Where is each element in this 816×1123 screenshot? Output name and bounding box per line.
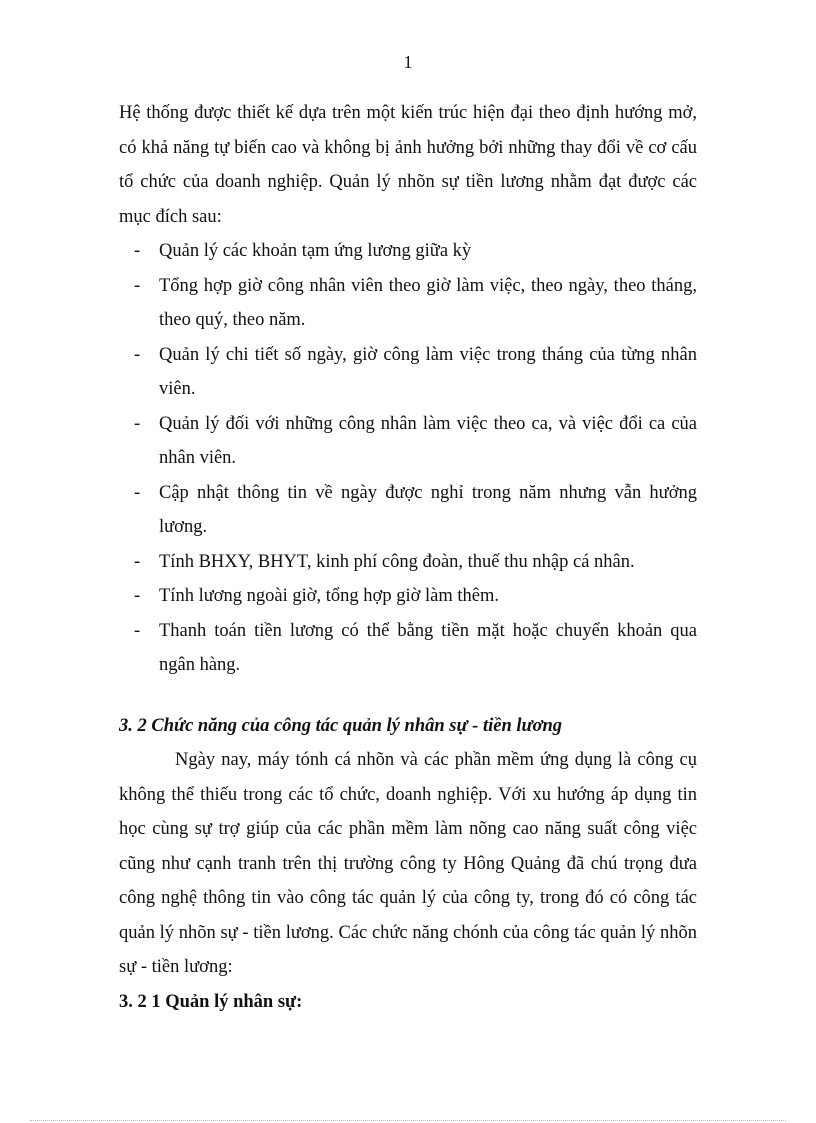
bullet-dash: - bbox=[134, 482, 141, 503]
list-item-text: Thanh toán tiền lương có thể bằng tiền mặt hoặc chuyển khoản qua ngân hàng. bbox=[159, 620, 697, 675]
list-item bbox=[119, 407, 697, 476]
bullet-dash: - bbox=[134, 344, 141, 365]
list-item-text: Tính lương ngoài giờ, tổng hợp giờ làm thêm. bbox=[159, 586, 499, 606]
list-item bbox=[119, 338, 697, 407]
list-item-text: Tính BHXY, BHYT, kinh phí công đoàn, thuế thu nhập cá nhân. bbox=[159, 551, 635, 572]
list-item-text: Tổng hợp giờ công nhân viên theo giờ làm việc, theo ngày, theo tháng, theo quý, theo năm. bbox=[159, 275, 697, 330]
list-item bbox=[119, 545, 697, 580]
section-heading: 3. 2 Chức năng của công tác quản lý nhân sự - tiền lương bbox=[119, 715, 563, 736]
list-item bbox=[119, 476, 697, 545]
bullet-dash: - bbox=[134, 275, 141, 296]
bullet-dash: - bbox=[134, 413, 141, 434]
bullet-dash: - bbox=[134, 620, 141, 641]
list-item bbox=[119, 614, 697, 683]
bullet-dash: - bbox=[134, 551, 141, 572]
bullet-dash: - bbox=[134, 241, 141, 261]
objectives-list bbox=[119, 234, 697, 683]
list-item-text: Cập nhật thông tin về ngày được nghỉ trong năm nhưng vẫn hưởng lương. bbox=[159, 482, 697, 537]
list-item bbox=[119, 579, 697, 614]
subsection-heading: 3. 2 1 Quản lý nhân sự: bbox=[119, 991, 303, 1012]
section-paragraph: Ngày nay, máy tónh cá nhõn và các phần mềm ứng dụng là công cụ không thể thiếu trong các tổ chức, doanh nghiệp. Với xu hướng áp dụng tin học cùng sự trợ giúp của các phần mềm làm nõng cao năng suất công việc cũng như cạnh tranh trên thị trường công ty Hông Quảng đã chú trọng đưa công nghệ thông tin vào công tác quản lý của công ty, trong đó có công tác quản lý nhõn sự - tiền lương. Các chức năng chónh của công tác quản lý nhõn sự - tiền lương: bbox=[119, 750, 697, 977]
list-item-text: Quản lý đối với những công nhân làm việc theo ca, và việc đổi ca của nhân viên. bbox=[159, 413, 697, 468]
page-bottom-divider bbox=[30, 1120, 786, 1121]
list-item-text: Quản lý các khoản tạm ứng lương giữa kỳ bbox=[159, 241, 472, 261]
intro-paragraph: Hệ thống được thiết kế dựa trên một kiến trúc hiện đại theo định hướng mở, có khả năng tự biến cao và không bị ảnh hưởng bởi những thay đổi về cơ cấu tổ chức của doanh nghiệp. Quản lý nhõn sự tiền lương nhằm đạt được các mục đích sau: bbox=[119, 103, 697, 227]
document-body bbox=[119, 96, 697, 1019]
list-item bbox=[119, 234, 697, 269]
list-item-text: Quản lý chi tiết số ngày, giờ công làm việc trong tháng của từng nhân viên. bbox=[159, 344, 697, 399]
page-number: 1 bbox=[403, 52, 413, 72]
bullet-dash: - bbox=[134, 586, 141, 606]
list-item bbox=[119, 269, 697, 338]
